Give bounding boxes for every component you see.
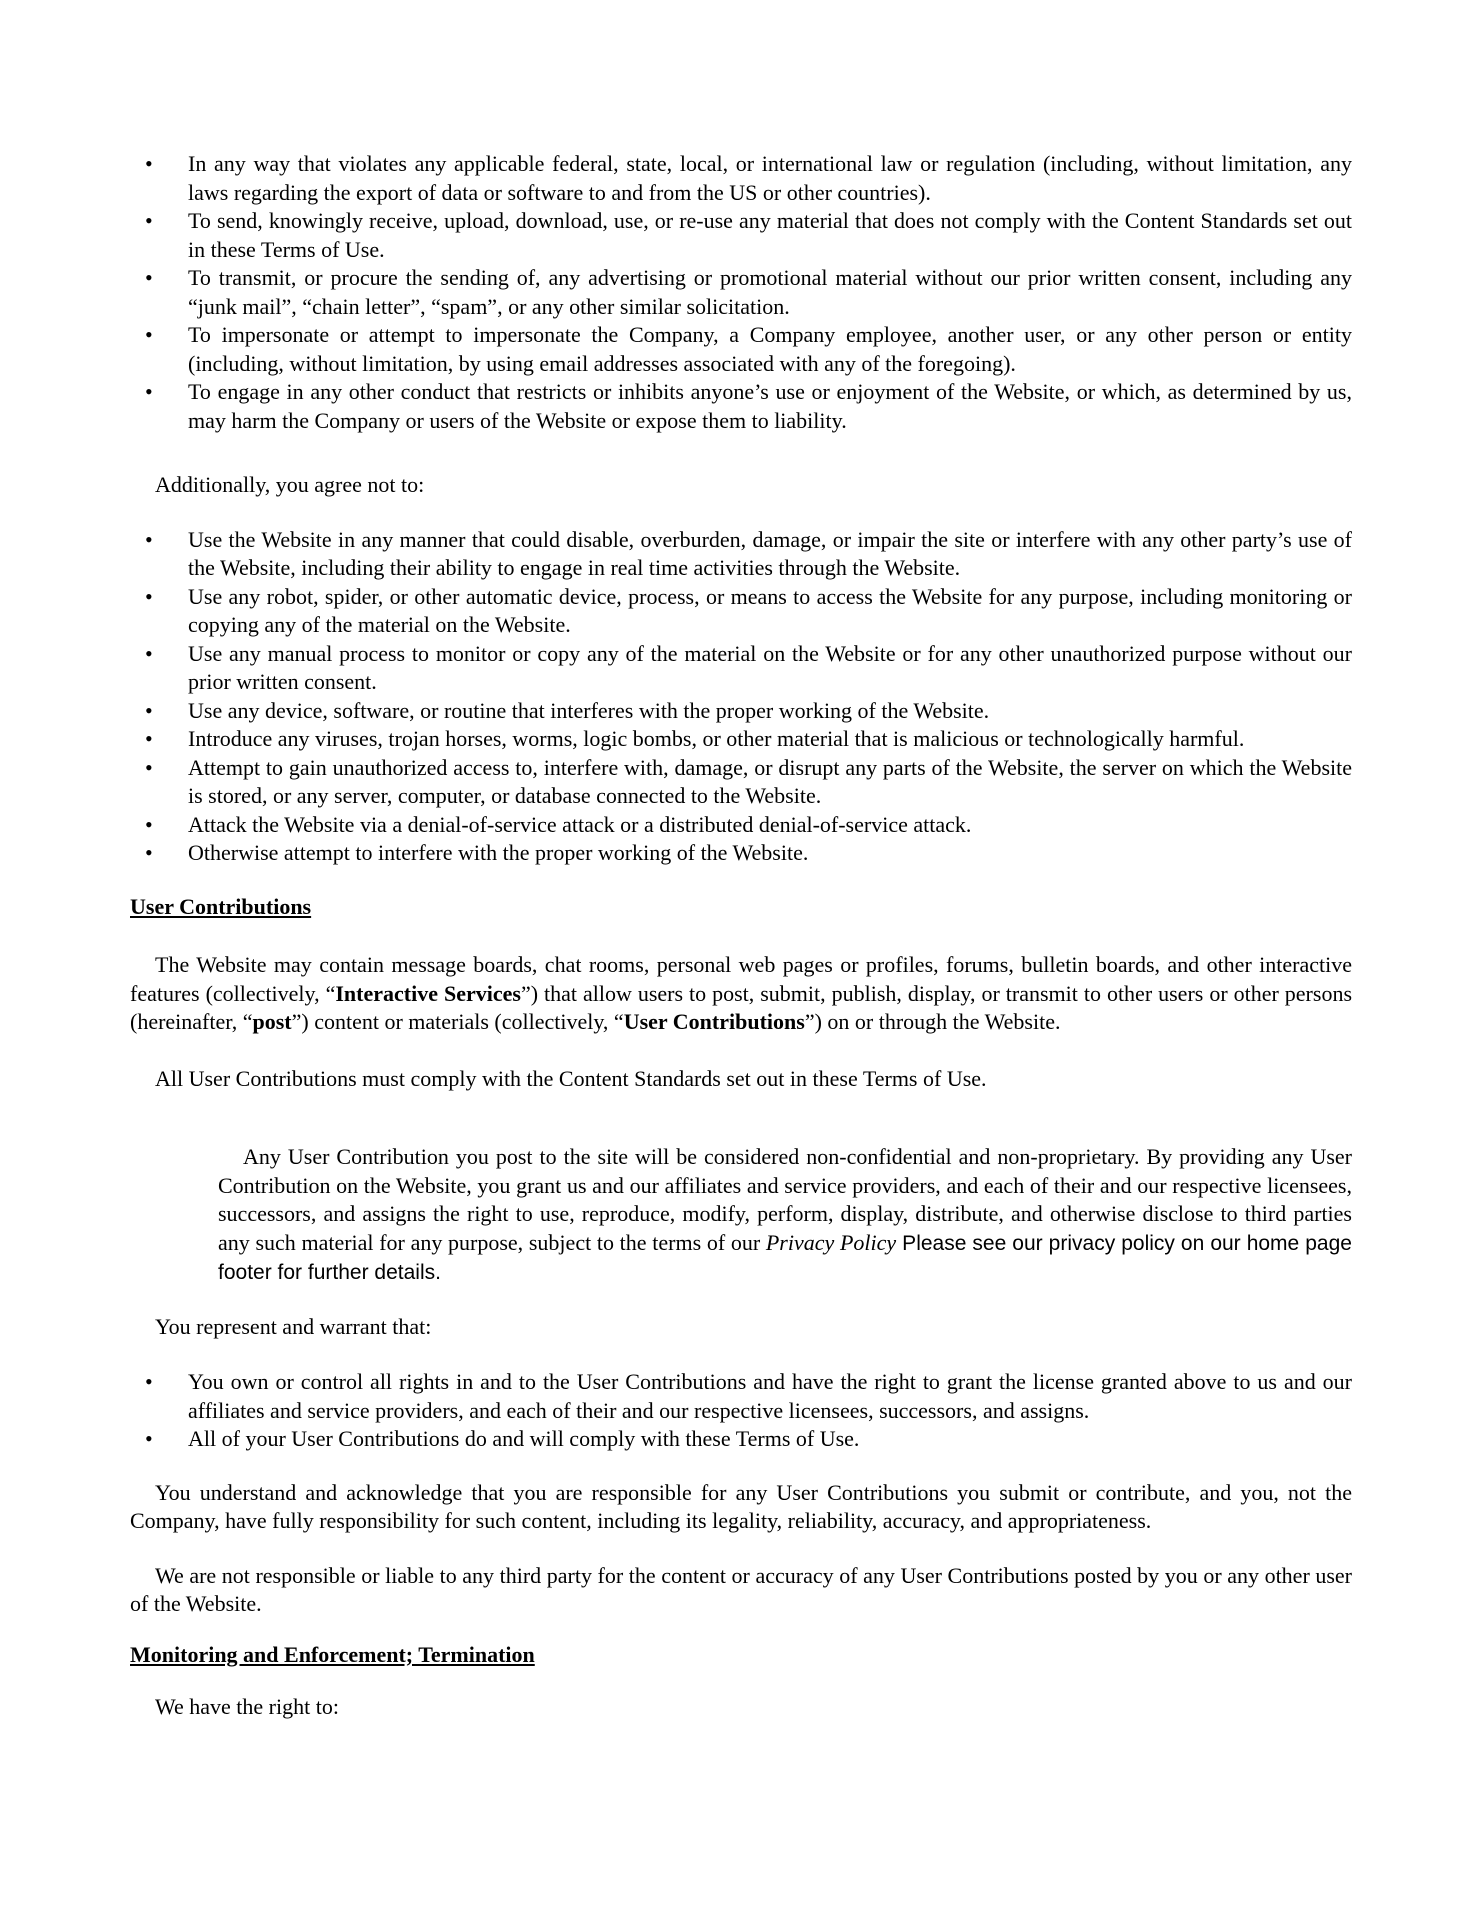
heading-monitoring-enforcement: Monitoring and Enforcement; Termination xyxy=(130,1641,535,1667)
bullet-icon: • xyxy=(145,265,153,290)
paragraph-text: ”) content or materials (collectively, “ xyxy=(291,1009,624,1034)
prohibited-uses-list xyxy=(130,150,1352,435)
list-item xyxy=(130,811,1352,840)
bullet-icon: • xyxy=(145,583,153,609)
bullet-icon: • xyxy=(145,811,153,837)
list-item-text: Use any manual process to monitor or copy any of the material on the Website or for any other unauthorized purpose without our prior written consent. xyxy=(188,640,1352,694)
bullet-icon: • xyxy=(145,1369,153,1394)
list-item-text: Attack the Website via a denial-of-service attack or a distributed denial-of-service attack. xyxy=(188,811,972,837)
list-item-text: To send, knowingly receive, upload, download, use, or re-use any material that does not comply with the Content Standards set out in these Terms of Use. xyxy=(188,208,1352,262)
list-item-text: You own or control all rights in and to the User Contributions and have the right to grant the license granted above to us and our affiliates and service providers, and each of their and our respective licensees, successors, and assigns. xyxy=(188,1369,1352,1423)
privacy-policy-reference: Privacy Policy xyxy=(765,1229,897,1255)
paragraph-text: ”) on or through the Website. xyxy=(804,1009,1061,1034)
privacy-policy-note: Please see our privacy policy on our home page footer for further details. xyxy=(218,1231,1352,1284)
term-post: post xyxy=(252,1009,292,1034)
bullet-icon: • xyxy=(145,151,153,176)
bullet-icon: • xyxy=(145,640,153,666)
list-item xyxy=(130,839,1352,868)
list-item-text: Use the Website in any manner that could disable, overburden, damage, or impair the site or interfere with any other party’s use of the Website, including their ability to engage in real time activities through the Website. xyxy=(188,526,1352,580)
list-item xyxy=(130,1368,1352,1425)
agree-not-to-list xyxy=(130,526,1352,868)
bullet-icon: • xyxy=(145,526,153,552)
list-item xyxy=(130,321,1352,378)
list-item xyxy=(130,725,1352,754)
list-item xyxy=(130,207,1352,264)
list-item xyxy=(130,754,1352,811)
list-item xyxy=(130,640,1352,697)
list-item-text: Attempt to gain unauthorized access to, interfere with, damage, or disrupt any parts of the Website, the server on which the Website is stored, or any server, computer, or database connected to the Website. xyxy=(188,754,1352,808)
paragraph-any-contribution xyxy=(218,1143,1352,1288)
list-item-text: To transmit, or procure the sending of, any advertising or promotional material without our prior written consent, including any “junk mail”, “chain letter”, “spam”, or any other similar solicitation. xyxy=(188,265,1352,319)
term-user-contributions: User Contributions xyxy=(623,1009,805,1034)
list-item-text: In any way that violates any applicable federal, state, local, or international law or regulation (including, without limitation, any laws regarding the export of data or software to and from the US or other countries). xyxy=(188,151,1352,205)
warranties-list xyxy=(130,1368,1352,1454)
list-item-text: Introduce any viruses, trojan horses, worms, logic bombs, or other material that is malicious or technologically harmful. xyxy=(188,726,1245,751)
list-item xyxy=(130,526,1352,583)
paragraph-we-have-right: We have the right to: xyxy=(155,1694,339,1719)
bullet-icon: • xyxy=(145,697,153,723)
bullet-icon: • xyxy=(145,379,153,404)
list-item-text: Use any device, software, or routine that interferes with the proper working of the Website. xyxy=(188,697,990,723)
list-item xyxy=(130,1425,1352,1454)
list-item-text: Otherwise attempt to interfere with the proper working of the Website. xyxy=(188,840,809,865)
bullet-icon: • xyxy=(145,754,153,780)
bullet-icon: • xyxy=(145,1426,153,1451)
paragraph-understand-acknowledge: You understand and acknowledge that you are responsible for any User Contributions you submit or contribute, and you, not the Company, have fully responsibility for such content, including its legality, reliability, accuracy, and appropriateness. xyxy=(130,1479,1352,1533)
list-item xyxy=(130,583,1352,640)
list-item-text: To engage in any other conduct that restricts or inhibits anyone’s use or enjoyment of the Website, or which, as determined by us, may harm the Company or users of the Website or expose them to liability. xyxy=(188,379,1352,433)
paragraph-additionally: Additionally, you agree not to: xyxy=(155,472,425,497)
paragraph-text: ”) that allow users to post, submit, publish, display, or transmit to other users or other persons (hereinafter, “ xyxy=(130,980,1353,1034)
paragraph-all-comply: All User Contributions must comply with the Content Standards set out in these Terms of Use. xyxy=(155,1065,987,1091)
paragraph-not-responsible: We are not responsible or liable to any third party for the content or accuracy of any User Contributions posted by you or any other user of the Website. xyxy=(130,1562,1352,1616)
list-item xyxy=(130,264,1352,321)
bullet-icon: • xyxy=(145,726,153,751)
paragraph-represent-warrant: You represent and warrant that: xyxy=(155,1313,432,1339)
paragraph-interactive-services xyxy=(130,951,1352,1037)
list-item xyxy=(130,378,1352,435)
heading-user-contributions: User Contributions xyxy=(130,893,312,919)
paragraph-text: The Website may contain message boards, chat rooms, personal web pages or profiles, forums, bulletin boards, and other interactive features (collectively, “ xyxy=(130,952,1352,1006)
paragraph-text: Any User Contribution you post to the site will be considered non-confidential and non-proprietary. By providing any User Contribution on the Website, you grant us and our affiliates and service providers, and each of their and our respective licensees, successors, and assigns the right to use, reproduce, modify, perform, display, distribute, and otherwise disclose to third parties any such material for any purpose, subject to the terms of our xyxy=(218,1144,1352,1255)
list-item-text: To impersonate or attempt to impersonate the Company, a Company employee, another user, or any other person or entity (including, without limitation, by using email addresses associated with any of the foregoing). xyxy=(188,322,1352,376)
list-item xyxy=(130,697,1352,726)
list-item-text: All of your User Contributions do and will comply with these Terms of Use. xyxy=(188,1426,860,1451)
bullet-icon: • xyxy=(145,840,153,865)
bullet-icon: • xyxy=(145,322,153,347)
term-interactive-services: Interactive Services xyxy=(335,980,521,1006)
list-item-text: Use any robot, spider, or other automatic device, process, or means to access the Website for any purpose, including monitoring or copying any of the material on the Website. xyxy=(188,583,1352,637)
list-item xyxy=(130,150,1352,207)
bullet-icon: • xyxy=(145,208,153,233)
